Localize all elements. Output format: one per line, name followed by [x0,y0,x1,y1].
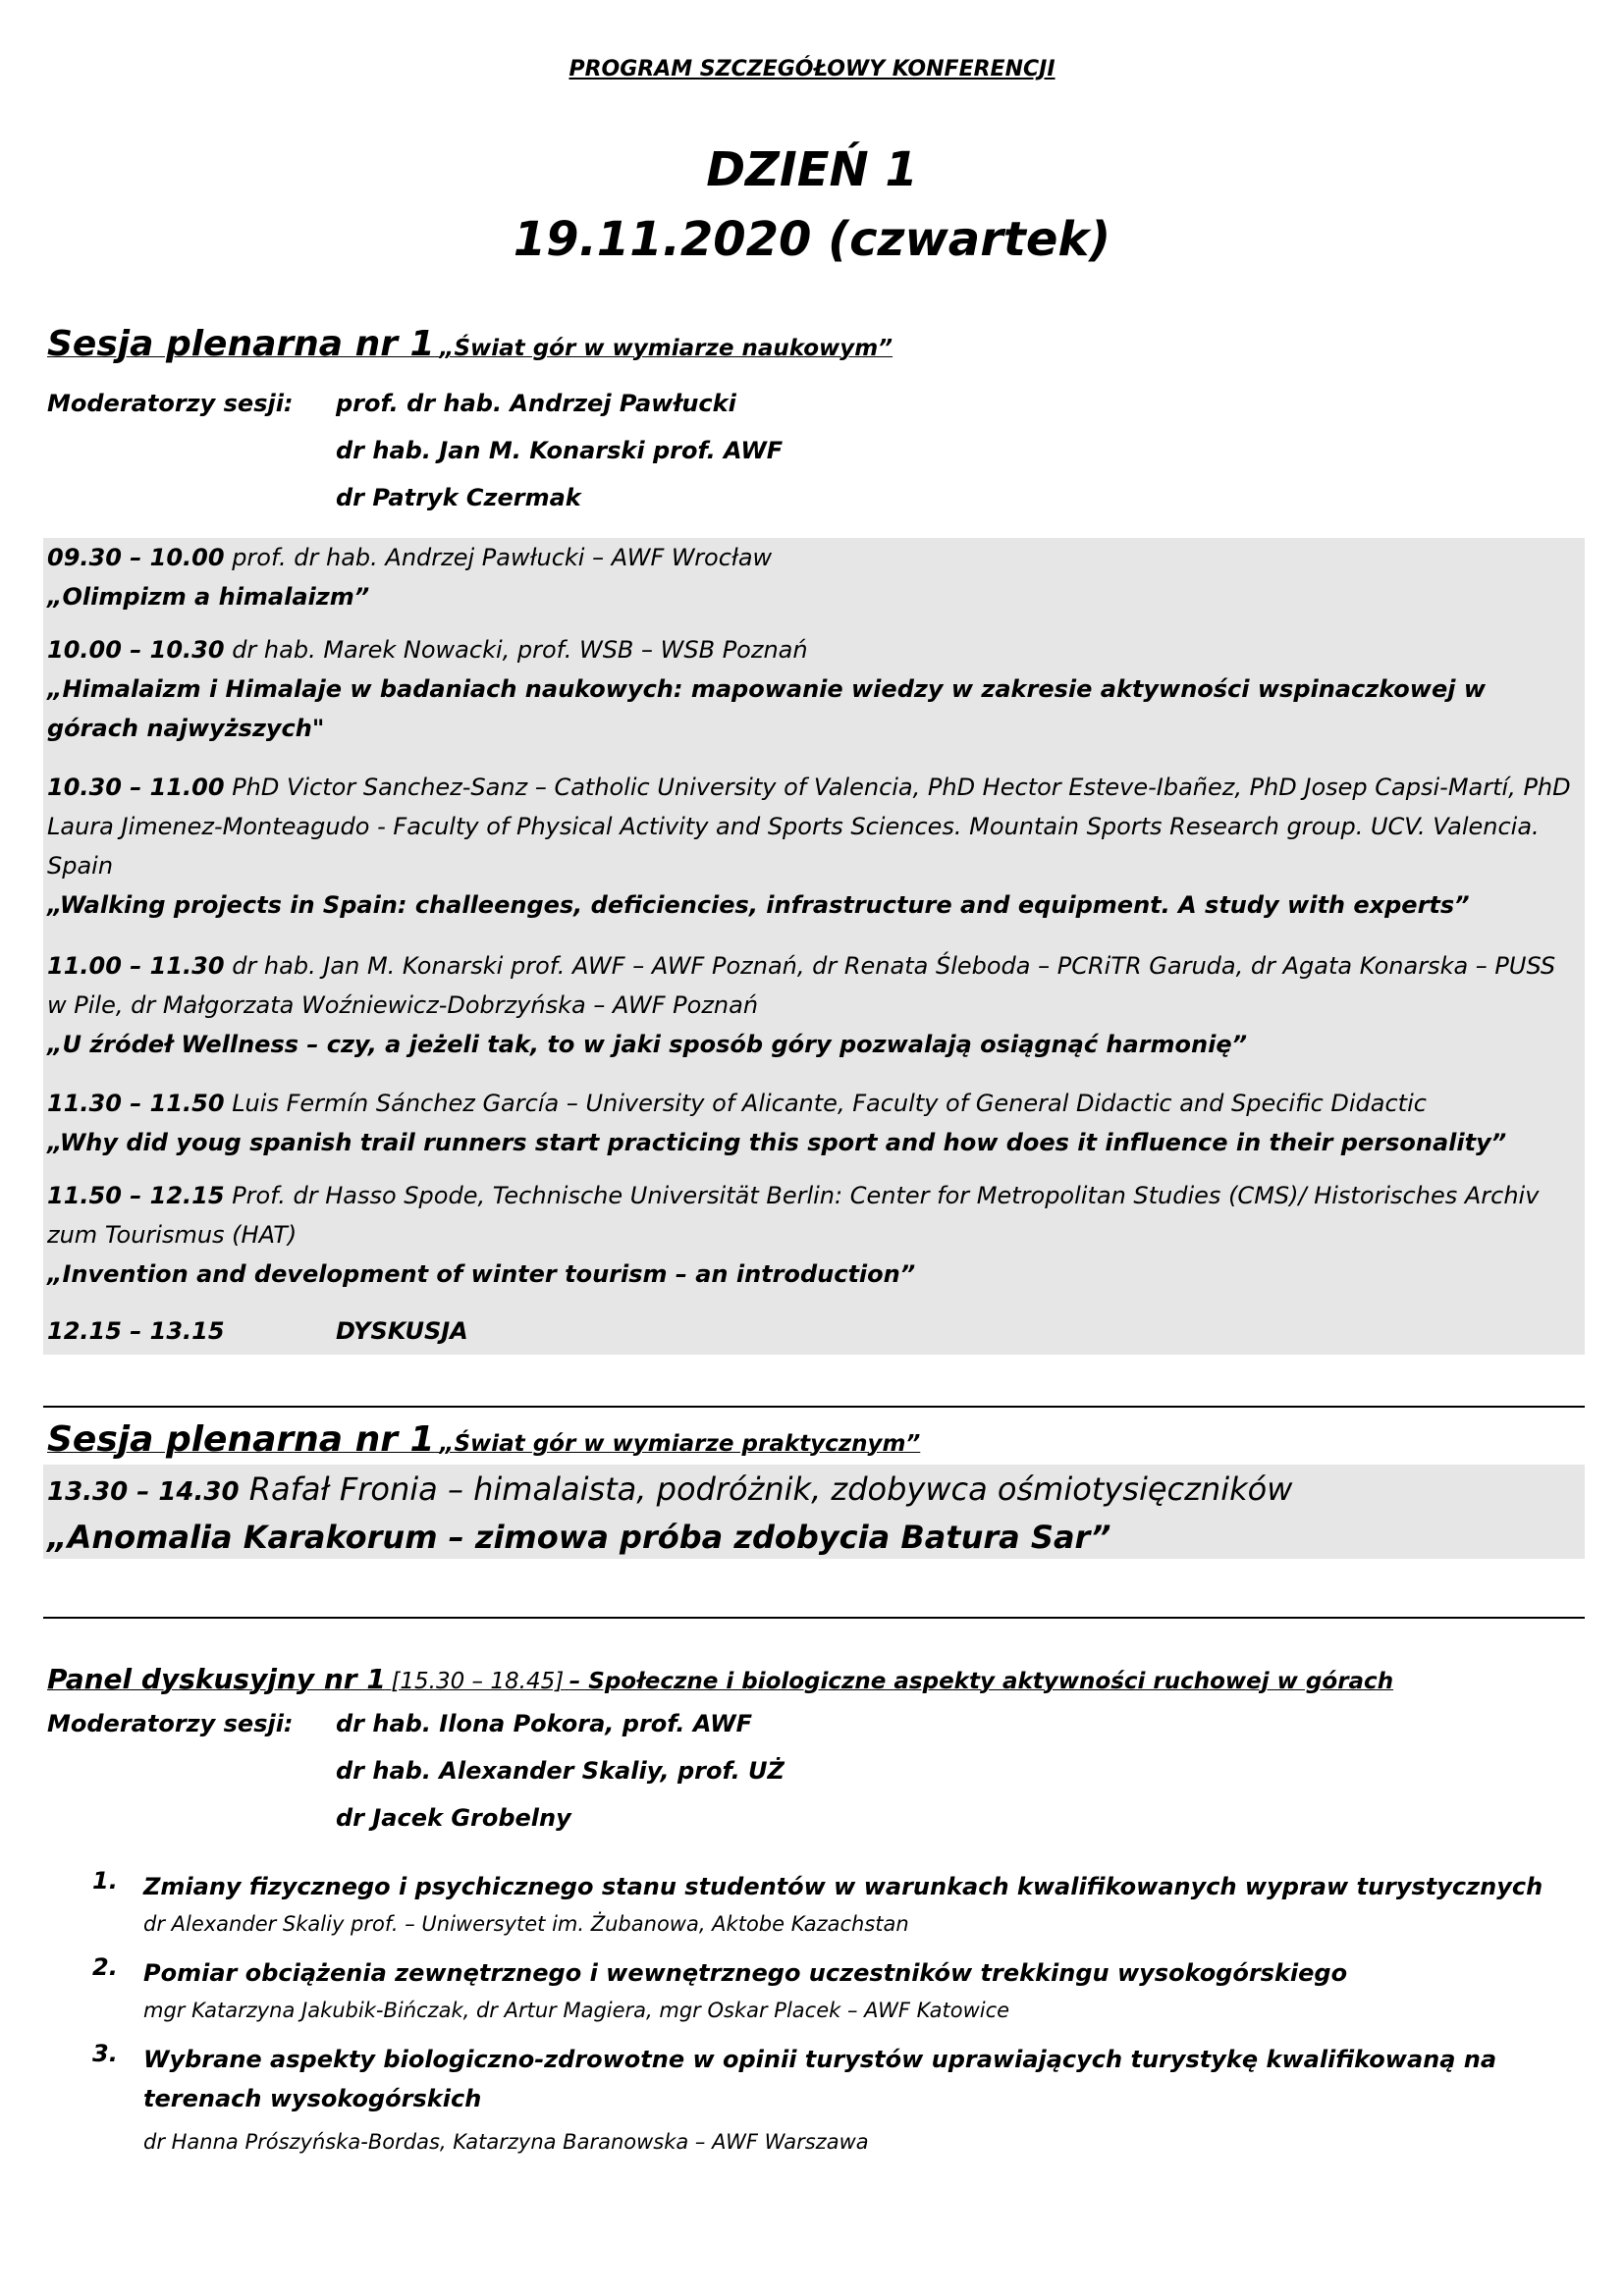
talk-title: „Anomalia Karakorum – zimowa próba zdobycia Batura Sar” [47,1519,1111,1556]
talk-speaker: Rafał Fronia – himalaista, podróżnik, zdobywca ośmiotysięczników [248,1470,1293,1508]
panel-moderator: dr hab. Alexander Skaliy, prof. UŻ [336,1757,785,1785]
list-item-authors: mgr Katarzyna Jakubik-Bińczak, dr Artur Magiera, mgr Oskar Placek – AWF Katowice [143,1999,1010,2022]
session1-moderator: dr hab. Jan M. Konarski prof. AWF [336,437,784,464]
list-item-title: Wybrane aspekty biologiczno-zdrowotne w opinii turystów uprawiających turystykę kwalifikowaną na terenach wysokogórskich [143,2046,1497,2112]
session1-title [47,324,893,364]
list-item-authors: dr Hanna Prószyńska-Bordas, Katarzyna Baranowska – AWF Warszawa [143,2130,869,2154]
session2-label: Sesja plenarna nr 1 [47,1419,435,1460]
panel-time: [15.30 – 18.45] [391,1669,565,1694]
talk-item [47,768,1579,925]
day-heading: DZIEŃ 1 [706,142,918,197]
session1-theme: „Świat gór w wymiarze naukowym” [439,336,893,361]
divider [43,1617,1585,1619]
talk-speaker: prof. dr hab. Andrzej Pawłucki – AWF Wrocław [232,544,773,571]
discussion-time: 12.15 – 13.15 [47,1317,225,1345]
talk-speaker: Prof. dr Hasso Spode, Technische Universität Berlin: Center for Metropolitan Studies (CMS)/ Historisches Archiv zum Tourismus (HAT) [47,1182,1540,1249]
talk-speaker: PhD Victor Sanchez-Sanz – Catholic University of Valencia, PhD Hector Esteve-Ibañez, PhD Josep Capsi-Martí, PhD Laura Jimenez-Monteagudo - Faculty of Physical Activity and Sports Sciences. Mountain Sports Research group. UCV. Valencia. Spain [47,774,1571,880]
panel-moderator: dr Jacek Grobelny [336,1804,571,1832]
talk-title: „Olimpizm a himalaizm” [47,583,370,611]
talk-time: 11.30 – 11.50 [47,1090,225,1117]
panel-moderators-label: Moderatorzy sesji: [47,1710,294,1737]
talk-title: „U źródeł Wellness – czy, a jeżeli tak, to w jaki sposób góry pozwalają osiągnąć harmonię” [47,1031,1248,1058]
list-item-authors: dr Alexander Skaliy prof. – Uniwersytet im. Żubanowa, Aktobe Kazachstan [143,1912,909,1936]
talk-item [47,1176,1579,1294]
session1-label: Sesja plenarna nr 1 [47,324,435,364]
session2-title [47,1419,920,1460]
session1-moderator: dr Patryk Czermak [336,484,581,511]
session2-theme: „Świat gór w wymiarze praktycznym” [439,1431,921,1457]
talk-time: 11.00 – 11.30 [47,952,225,980]
talk-time: 13.30 – 14.30 [47,1477,240,1507]
talk-item [47,946,1579,1064]
session1-moderator: prof. dr hab. Andrzej Pawłucki [336,390,736,417]
talk-title: „Invention and development of winter tourism – an introduction” [47,1260,916,1288]
date-heading: 19.11.2020 (czwartek) [513,212,1111,267]
talk-speaker: Luis Fermín Sánchez García – University of Alicante, Faculty of General Didactic and Specific Didactic [232,1090,1427,1117]
panel-theme: – Społeczne i biologiczne aspekty aktywności ruchowej w górach [568,1669,1394,1694]
talk-title: „Himalaizm i Himalaje w badaniach naukowych: mapowanie wiedzy w zakresie aktywności wspinaczkowej w górach najwyższych" [47,675,1486,742]
talk-speaker: dr hab. Jan M. Konarski prof. AWF – AWF Poznań, dr Renata Śleboda – PCRiTR Garuda, dr Agata Konarska – PUSS w Pile, dr Małgorzata Woźniewicz-Dobrzyńska – AWF Poznań [47,952,1556,1019]
talk-item [47,538,1579,616]
divider [43,1406,1585,1408]
list-item-number: 3. [92,2040,118,2067]
panel-label: Panel dyskusyjny nr 1 [47,1663,386,1695]
list-item-number: 2. [92,1953,118,1981]
talk-time: 10.00 – 10.30 [47,636,225,664]
talk-time: 09.30 – 10.00 [47,544,225,571]
document-subtitle: PROGRAM SZCZEGÓŁOWY KONFERENCJI [568,57,1056,81]
talk-time: 10.30 – 11.00 [47,774,225,801]
talk-time: 11.50 – 12.15 [47,1182,225,1209]
talk-item [47,1084,1579,1162]
talk-item [47,1467,1579,1560]
panel-moderator: dr hab. Ilona Pokora, prof. AWF [336,1710,752,1737]
list-item-number: 1. [92,1867,118,1895]
list-item-title: Zmiany fizycznego i psychicznego stanu studentów w warunkach kwalifikowanych wypraw turystycznych [143,1873,1543,1900]
list-item-title: Pomiar obciążenia zewnętrznego i wewnętrznego uczestników trekkingu wysokogórskiego [143,1959,1348,1987]
talk-title: „Walking projects in Spain: challeenges, deficiencies, infrastructure and equipment. A study with experts” [47,891,1470,919]
talk-speaker: dr hab. Marek Nowacki, prof. WSB – WSB Poznań [232,636,808,664]
discussion-label: DYSKUSJA [336,1317,468,1345]
session1-moderators-label: Moderatorzy sesji: [47,390,294,417]
panel-title [47,1663,1393,1695]
talk-title: „Why did youg spanish trail runners start practicing this sport and how does it influence in their personality” [47,1129,1507,1156]
talk-item [47,630,1579,748]
